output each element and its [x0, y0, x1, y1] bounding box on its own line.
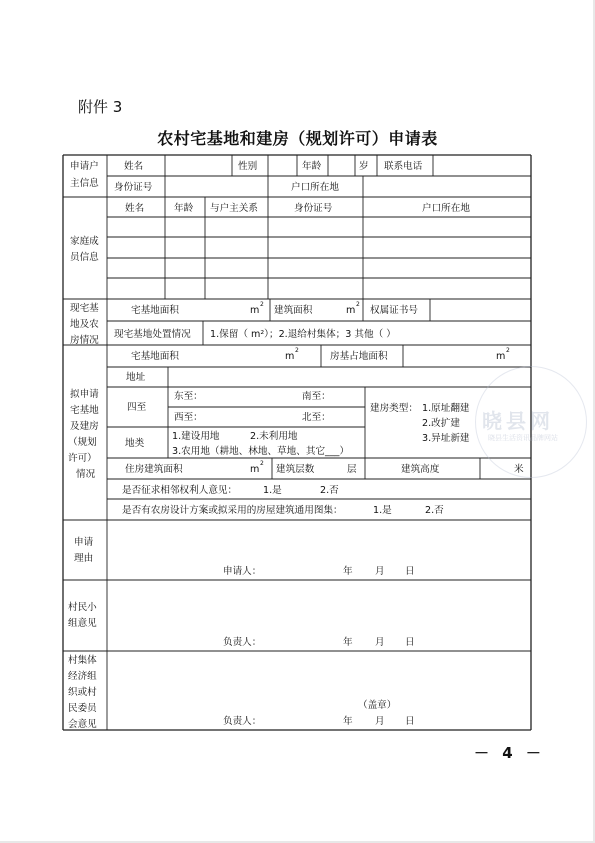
proposed-section-line3: 及建房 [70, 421, 99, 432]
proposed-build-type-1: 1.原址翻建 [422, 403, 470, 414]
applicant-age-label: 年龄 [302, 161, 322, 172]
applicant-household-label: 户口所在地 [291, 182, 339, 193]
proposed-land-area-unit-sup: 2 [295, 347, 299, 354]
proposed-bounds-label: 四至 [127, 402, 147, 413]
current-building-area-label: 建筑面积 [274, 305, 313, 316]
applicant-section-line2: 主信息 [70, 178, 99, 189]
proposed-design-plan-no: 2.否 [425, 505, 444, 516]
current-section-line2: 地及农 [70, 319, 99, 330]
proposed-floors-label: 建筑层数 [276, 464, 315, 475]
page-number: － 4 － [474, 744, 545, 762]
proposed-height-unit: 米 [514, 464, 524, 475]
family-section-line2: 员信息 [70, 252, 99, 263]
proposed-section-line6: 情况 [76, 469, 96, 480]
applicant-name-label: 姓名 [124, 161, 144, 172]
collective-date-day: 日 [405, 716, 415, 727]
proposed-neighbor-consent-yes: 1.是 [263, 485, 282, 496]
proposed-build-type-2: 2.改扩建 [422, 418, 460, 429]
collective-section-line1: 村集体 [68, 655, 97, 666]
proposed-section-line1: 拟申请 [70, 389, 99, 400]
reason-signer-label: 申请人： [223, 566, 262, 577]
proposed-land-class-label: 地类 [125, 438, 145, 449]
collective-seal-label: （盖章） [358, 700, 397, 711]
group-section-line1: 村民小 [68, 602, 97, 613]
collective-section-line5: 会意见 [68, 719, 97, 730]
proposed-south-label: 南至： [302, 391, 331, 402]
collective-date-year: 年 [343, 716, 353, 727]
proposed-design-plan-yes: 1.是 [373, 505, 392, 516]
current-building-area-unit: m [346, 305, 356, 316]
proposed-height-label: 建筑高度 [401, 464, 440, 475]
current-cert-label: 权属证书号 [370, 305, 418, 316]
current-disposal-label: 现宅基地处置情况 [114, 329, 191, 340]
proposed-floors-unit: 层 [347, 464, 357, 475]
current-land-area-unit: m [250, 305, 260, 316]
family-section-line1: 家庭成 [70, 236, 99, 247]
current-disposal-options: 1.保留（ m²）；2.退给村集体；3 其他（ ） [210, 329, 396, 340]
current-land-area-unit-sup: 2 [260, 301, 264, 308]
reason-date-day: 日 [405, 566, 415, 577]
current-section-line3: 房情况 [70, 335, 99, 346]
group-section-line2: 组意见 [68, 618, 97, 629]
proposed-residence-area-unit-sup: 2 [260, 460, 264, 467]
proposed-section-line5: 许可） [68, 453, 97, 464]
current-land-area-label: 宅基地面积 [131, 305, 179, 316]
proposed-land-area-label: 宅基地面积 [131, 351, 179, 362]
family-header-household: 户口所在地 [422, 203, 470, 214]
family-header-name: 姓名 [125, 203, 145, 214]
family-header-id: 身份证号 [294, 203, 333, 214]
applicant-section-line1: 申请户 [70, 161, 99, 172]
proposed-neighbor-consent-label: 是否征求相邻权利人意见： [122, 485, 238, 496]
reason-date-year: 年 [343, 566, 353, 577]
proposed-section-line2: 宅基地 [70, 405, 99, 416]
proposed-north-label: 北至： [302, 412, 331, 423]
collective-section-line4: 民委员 [68, 703, 97, 714]
collective-date-month: 月 [375, 716, 385, 727]
watermark-stamp [475, 366, 587, 478]
attachment-label: 附件 3 [78, 98, 123, 116]
proposed-land-class-1: 1.建设用地 [172, 431, 220, 442]
applicant-phone-label: 联系电话 [384, 161, 423, 172]
reason-section-line2: 理由 [74, 553, 94, 564]
form-title: 农村宅基地和建房（规划许可）申请表 [157, 129, 438, 148]
proposed-land-area-unit: m [285, 351, 295, 362]
reason-section-line1: 申请 [74, 537, 94, 548]
proposed-design-plan-label: 是否有农房设计方案或拟采用的房屋建筑通用图集： [122, 505, 343, 516]
group-date-day: 日 [405, 637, 415, 648]
proposed-east-label: 东至： [174, 391, 203, 402]
proposed-build-type-label: 建房类型： [370, 403, 418, 414]
collective-section-line2: 经济组 [68, 671, 97, 682]
proposed-residence-area-unit: m [250, 464, 260, 475]
watermark-sub-text: 晓县生活资讯品牌网站 [488, 434, 558, 442]
proposed-build-type-3: 3.异址新建 [422, 433, 470, 444]
proposed-land-class-2: 2.未利用地 [250, 431, 298, 442]
proposed-address-label: 地址 [126, 372, 146, 383]
proposed-neighbor-consent-no: 2.否 [320, 485, 339, 496]
proposed-footprint-unit-sup: 2 [506, 347, 510, 354]
collective-section-line3: 织或村 [68, 687, 97, 698]
collective-signer-label: 负责人： [223, 716, 262, 727]
proposed-footprint-unit: m [496, 351, 506, 362]
reason-date-month: 月 [375, 566, 385, 577]
applicant-id-label: 身份证号 [114, 182, 153, 193]
applicant-gender-label: 性别 [238, 161, 258, 172]
current-building-area-unit-sup: 2 [356, 301, 360, 308]
family-header-age: 年龄 [174, 203, 194, 214]
proposed-land-class-3: 3.农用地（耕地、林地、草地、其它___） [172, 446, 350, 457]
family-header-relation: 与户主关系 [210, 203, 258, 214]
proposed-section-line4: （规划 [68, 437, 97, 448]
group-signer-label: 负责人： [223, 637, 262, 648]
group-date-month: 月 [375, 637, 385, 648]
watermark-main-text: 晓县网 [482, 409, 554, 433]
proposed-west-label: 西至： [174, 412, 203, 423]
applicant-age-unit: 岁 [359, 161, 369, 172]
proposed-footprint-label: 房基占地面积 [330, 351, 388, 362]
group-date-year: 年 [343, 637, 353, 648]
proposed-residence-area-label: 住房建筑面积 [125, 464, 183, 475]
current-section-line1: 现宅基 [70, 303, 99, 314]
